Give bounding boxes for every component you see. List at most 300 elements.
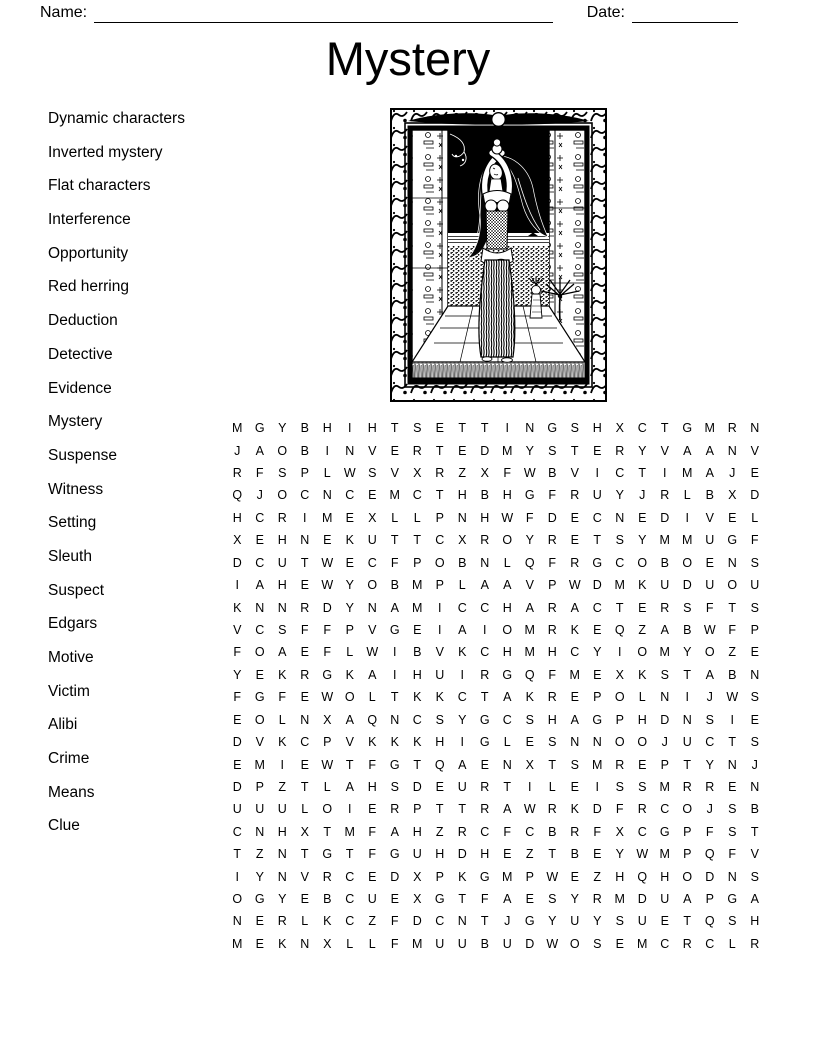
grid-letter: P: [345, 623, 354, 637]
grid-letter: A: [255, 443, 264, 458]
word-list-item: Mystery: [48, 413, 103, 431]
grid-letter: X: [323, 712, 332, 727]
grid-letter: L: [323, 779, 331, 794]
grid-letter: A: [480, 578, 489, 593]
grid-letter: W: [568, 578, 581, 593]
grid-letter: I: [325, 443, 329, 458]
grid-letter: Q: [524, 555, 535, 570]
grid-letter: T: [233, 847, 242, 862]
grid-letter: L: [413, 510, 421, 525]
grid-letter: E: [750, 466, 759, 481]
grid-letter: D: [682, 578, 692, 593]
grid-letter: E: [728, 779, 737, 794]
word-list-item: Motive: [48, 649, 94, 666]
grid-letter: I: [280, 757, 284, 772]
grid-letter: E: [390, 892, 399, 907]
grid-letter: D: [660, 712, 670, 727]
grid-letter: E: [593, 667, 602, 682]
grid-letter: G: [592, 712, 603, 727]
grid-letter: N: [750, 421, 760, 436]
grid-letter: A: [368, 667, 377, 682]
grid-letter: U: [592, 488, 602, 503]
grid-letter: W: [546, 936, 559, 951]
grid-letter: C: [300, 735, 310, 750]
grid-letter: A: [390, 600, 399, 615]
grid-letter: W: [343, 466, 356, 481]
grid-letter: L: [503, 735, 511, 750]
grid-letter: F: [233, 690, 242, 705]
grid-letter: K: [435, 690, 444, 705]
grid-letter: J: [234, 443, 241, 458]
grid-letter: L: [368, 690, 376, 705]
grid-letter: Y: [683, 645, 692, 660]
grid-letter: D: [412, 779, 422, 794]
word-list-item: Setting: [48, 514, 97, 532]
grid-letter: T: [480, 421, 489, 436]
grid-letter: R: [547, 690, 557, 705]
grid-letter: A: [705, 667, 714, 682]
grid-letter: A: [458, 623, 467, 637]
grid-letter: X: [413, 892, 422, 907]
grid-letter: U: [435, 936, 445, 951]
grid-letter: C: [345, 914, 355, 929]
grid-letter: I: [663, 466, 667, 481]
grid-letter: T: [345, 757, 354, 772]
grid-letter: W: [321, 578, 334, 593]
grid-letter: A: [570, 600, 579, 615]
grid-letter: A: [503, 892, 512, 907]
grid-letter: L: [301, 802, 309, 817]
grid-letter: S: [548, 735, 557, 750]
grid-letter: L: [301, 914, 309, 929]
puzzle-illustration: [390, 108, 607, 402]
grid-letter: C: [502, 712, 512, 727]
grid-letter: K: [413, 690, 422, 705]
grid-letter: E: [255, 936, 264, 951]
grid-letter: J: [504, 914, 511, 929]
grid-letter: N: [322, 488, 332, 503]
grid-letter: C: [592, 600, 602, 615]
grid-letter: H: [547, 712, 557, 727]
grid-letter: E: [345, 555, 354, 570]
grid-letter: A: [683, 443, 692, 458]
grid-letter: Z: [368, 914, 377, 929]
grid-letter: N: [480, 555, 490, 570]
grid-letter: F: [593, 824, 602, 839]
grid-letter: C: [435, 914, 445, 929]
grid-letter: H: [457, 488, 467, 503]
grid-letter: R: [615, 443, 625, 458]
grid-letter: K: [278, 936, 287, 951]
grid-letter: Q: [367, 712, 378, 727]
grid-letter: I: [348, 421, 352, 436]
grid-letter: H: [547, 645, 557, 660]
grid-letter: Z: [278, 779, 287, 794]
grid-letter: O: [232, 892, 243, 907]
grid-letter: V: [525, 578, 534, 593]
grid-letter: Y: [458, 712, 467, 727]
grid-letter: A: [390, 824, 399, 839]
grid-letter: P: [548, 578, 557, 593]
grid-letter: N: [592, 735, 602, 750]
grid-letter: B: [660, 555, 669, 570]
grid-letter: I: [460, 735, 464, 750]
grid-letter: E: [458, 443, 467, 458]
grid-letter: L: [391, 510, 399, 525]
page-title: Mystery: [325, 32, 491, 85]
grid-letter: U: [705, 578, 715, 593]
grid-letter: S: [638, 779, 647, 794]
grid-letter: A: [278, 645, 287, 660]
grid-letter: K: [458, 869, 467, 884]
grid-letter: U: [457, 936, 467, 951]
grid-letter: D: [480, 443, 490, 458]
letter-grid: [226, 417, 766, 955]
grid-letter: O: [614, 690, 625, 705]
word-list-item: Suspense: [48, 446, 117, 464]
grid-letter: E: [413, 623, 422, 637]
word-list-item: Means: [48, 783, 95, 801]
grid-letter: U: [660, 892, 670, 907]
grid-letter: N: [255, 600, 265, 615]
grid-letter: U: [682, 735, 692, 750]
grid-letter: S: [593, 936, 602, 951]
grid-letter: C: [435, 533, 445, 548]
grid-letter: G: [547, 421, 558, 436]
grid-letter: S: [660, 667, 669, 682]
grid-letter: R: [457, 824, 467, 839]
grid-letter: Y: [548, 914, 557, 929]
grid-letter: G: [322, 847, 333, 862]
grid-letter: R: [682, 936, 692, 951]
grid-letter: X: [615, 421, 624, 436]
grid-letter: F: [390, 914, 399, 929]
grid-letter: Y: [345, 578, 354, 593]
grid-letter: N: [367, 600, 377, 615]
grid-letter: Y: [705, 757, 714, 772]
grid-letter: D: [232, 555, 242, 570]
grid-letter: M: [344, 824, 355, 839]
grid-letter: L: [683, 488, 691, 503]
grid-letter: K: [638, 667, 647, 682]
grid-letter: T: [413, 533, 422, 548]
grid-letter: E: [570, 779, 579, 794]
grid-letter: E: [638, 757, 647, 772]
grid-letter: N: [300, 533, 310, 548]
grid-letter: K: [323, 914, 332, 929]
grid-letter: C: [615, 466, 625, 481]
grid-letter: H: [750, 914, 760, 929]
grid-letter: L: [751, 510, 759, 525]
grid-letter: O: [322, 802, 333, 817]
grid-letter: B: [480, 936, 489, 951]
grid-letter: R: [592, 892, 602, 907]
grid-letter: A: [683, 892, 692, 907]
grid-letter: P: [683, 824, 692, 839]
word-list-item: Inverted mystery: [48, 143, 163, 161]
grid-letter: E: [638, 510, 647, 525]
grid-letter: E: [368, 802, 377, 817]
grid-letter: T: [750, 824, 759, 839]
grid-letter: W: [523, 466, 536, 481]
grid-letter: C: [345, 488, 355, 503]
grid-letter: T: [728, 735, 737, 750]
grid-letter: Y: [233, 667, 242, 682]
grid-letter: S: [750, 735, 759, 750]
grid-letter: H: [232, 510, 242, 525]
grid-letter: T: [323, 824, 332, 839]
grid-letter: A: [570, 712, 579, 727]
grid-letter: F: [548, 488, 557, 503]
grid-letter: M: [412, 936, 423, 951]
grid-letter: N: [502, 757, 512, 772]
grid-letter: J: [706, 802, 713, 817]
grid-letter: D: [705, 869, 715, 884]
grid-letter: T: [683, 757, 692, 772]
grid-letter: F: [525, 510, 534, 525]
grid-letter: K: [525, 690, 534, 705]
grid-letter: G: [727, 892, 738, 907]
grid-letter: P: [413, 802, 422, 817]
grid-letter: Z: [458, 466, 467, 481]
grid-letter: A: [750, 892, 759, 907]
grid-letter: C: [637, 421, 647, 436]
grid-letter: O: [502, 533, 513, 548]
grid-letter: A: [660, 623, 669, 637]
word-list-item: Opportunity: [48, 244, 129, 262]
grid-letter: W: [501, 510, 514, 525]
grid-letter: O: [367, 578, 378, 593]
grid-letter: I: [348, 802, 352, 817]
grid-letter: A: [503, 690, 512, 705]
grid-letter: P: [255, 779, 264, 794]
grid-letter: V: [705, 510, 714, 525]
grid-letter: J: [751, 757, 758, 772]
word-list-item: Sleuth: [48, 547, 92, 565]
grid-letter: V: [368, 443, 377, 458]
grid-letter: C: [660, 936, 670, 951]
grid-letter: Y: [525, 443, 534, 458]
grid-letter: D: [412, 914, 422, 929]
grid-letter: G: [479, 735, 490, 750]
grid-letter: H: [615, 869, 625, 884]
grid-letter: G: [659, 824, 670, 839]
grid-letter: E: [368, 869, 377, 884]
grid-letter: K: [233, 600, 242, 615]
grid-letter: M: [637, 936, 648, 951]
grid-letter: S: [615, 779, 624, 794]
grid-letter: W: [726, 690, 739, 705]
grid-letter: A: [345, 779, 354, 794]
grid-letter: B: [548, 824, 557, 839]
grid-letter: L: [638, 690, 646, 705]
grid-letter: N: [660, 690, 670, 705]
grid-letter: X: [458, 533, 467, 548]
grid-letter: P: [323, 735, 332, 750]
grid-letter: R: [480, 779, 490, 794]
grid-letter: M: [682, 533, 693, 548]
grid-letter: E: [323, 533, 332, 548]
grid-letter: Q: [637, 869, 648, 884]
grid-letter: J: [729, 466, 736, 481]
grid-letter: R: [232, 466, 242, 481]
grid-letter: F: [615, 802, 624, 817]
grid-letter: C: [345, 869, 355, 884]
date-blank-line: [632, 5, 738, 23]
grid-letter: K: [570, 802, 579, 817]
grid-letter: N: [232, 914, 242, 929]
grid-letter: K: [570, 623, 579, 637]
grid-letter: C: [570, 645, 580, 660]
grid-letter: B: [570, 847, 579, 862]
grid-letter: B: [480, 488, 489, 503]
grid-letter: R: [750, 936, 760, 951]
grid-letter: D: [637, 892, 647, 907]
grid-letter: E: [638, 600, 647, 615]
grid-letter: R: [547, 600, 557, 615]
grid-letter: T: [570, 443, 579, 458]
grid-letter: U: [277, 555, 287, 570]
grid-letter: E: [368, 488, 377, 503]
grid-letter: T: [413, 757, 422, 772]
grid-letter: I: [595, 779, 599, 794]
grid-letter: R: [300, 667, 310, 682]
grid-letter: M: [659, 847, 670, 862]
grid-letter: T: [300, 779, 309, 794]
grid-letter: D: [232, 779, 242, 794]
grid-letter: E: [570, 869, 579, 884]
grid-letter: D: [750, 488, 760, 503]
grid-letter: R: [570, 824, 580, 839]
grid-letter: N: [682, 712, 692, 727]
grid-letter: S: [570, 421, 579, 436]
grid-letter: S: [750, 600, 759, 615]
grid-letter: Y: [278, 421, 287, 436]
grid-letter: Y: [345, 600, 354, 615]
word-list-item: Clue: [48, 817, 80, 835]
grid-letter: T: [728, 600, 737, 615]
word-list-item: Evidence: [48, 379, 112, 397]
grid-letter: S: [683, 600, 692, 615]
grid-letter: X: [413, 869, 422, 884]
grid-letter: A: [345, 712, 354, 727]
grid-letter: U: [367, 533, 377, 548]
grid-letter: G: [479, 869, 490, 884]
grid-letter: S: [750, 690, 759, 705]
grid-letter: T: [435, 802, 444, 817]
name-label: Name:: [40, 4, 88, 21]
grid-letter: F: [278, 690, 287, 705]
grid-letter: F: [368, 847, 377, 862]
grid-letter: C: [525, 824, 535, 839]
grid-letter: C: [367, 555, 377, 570]
grid-letter: G: [524, 488, 535, 503]
grid-letter: Y: [638, 443, 647, 458]
grid-letter: D: [525, 936, 535, 951]
grid-letter: H: [322, 421, 332, 436]
grid-letter: O: [569, 936, 580, 951]
grid-letter: R: [390, 802, 400, 817]
grid-letter: J: [706, 690, 713, 705]
grid-letter: G: [389, 623, 400, 637]
grid-letter: S: [750, 555, 759, 570]
grid-letter: F: [750, 533, 759, 548]
grid-letter: W: [366, 645, 379, 660]
reed-band: [412, 362, 585, 378]
grid-letter: R: [547, 623, 557, 637]
grid-letter: B: [728, 667, 737, 682]
grid-letter: T: [660, 421, 669, 436]
grid-letter: B: [705, 488, 714, 503]
grid-letter: B: [683, 623, 692, 637]
grid-letter: M: [524, 623, 535, 637]
grid-letter: S: [750, 869, 759, 884]
grid-letter: S: [728, 914, 737, 929]
grid-letter: X: [233, 533, 242, 548]
grid-letter: M: [254, 757, 265, 772]
grid-letter: A: [503, 578, 512, 593]
grid-letter: E: [660, 914, 669, 929]
grid-letter: O: [637, 555, 648, 570]
grid-letter: K: [413, 735, 422, 750]
grid-letter: S: [615, 533, 624, 548]
grid-letter: D: [232, 735, 242, 750]
grid-letter: L: [458, 578, 466, 593]
word-list: [48, 106, 185, 847]
grid-letter: X: [300, 824, 309, 839]
grid-letter: G: [502, 667, 513, 682]
grid-letter: F: [300, 623, 309, 637]
grid-letter: H: [502, 645, 512, 660]
grid-letter: B: [750, 802, 759, 817]
grid-letter: O: [682, 802, 693, 817]
grid-letter: O: [637, 735, 648, 750]
grid-letter: N: [255, 824, 265, 839]
grid-letter: K: [638, 578, 647, 593]
grid-letter: N: [300, 712, 310, 727]
grid-letter: Z: [525, 847, 534, 862]
grid-letter: M: [614, 578, 625, 593]
grid-letter: V: [390, 466, 399, 481]
grid-letter: S: [413, 421, 422, 436]
grid-letter: W: [523, 802, 536, 817]
grid-letter: F: [480, 892, 489, 907]
grid-letter: C: [480, 824, 490, 839]
grid-letter: O: [682, 555, 693, 570]
grid-letter: S: [548, 892, 557, 907]
word-list-item: Detective: [48, 345, 113, 363]
grid-letter: Y: [615, 847, 624, 862]
grid-letter: E: [345, 510, 354, 525]
grid-letter: G: [254, 892, 265, 907]
grid-letter: H: [480, 510, 490, 525]
grid-letter: O: [277, 488, 288, 503]
grid-letter: P: [300, 466, 309, 481]
grid-letter: G: [479, 712, 490, 727]
grid-letter: Z: [638, 623, 647, 637]
grid-letter: K: [368, 735, 377, 750]
word-list-item: Suspect: [48, 581, 105, 599]
grid-letter: T: [300, 555, 309, 570]
grid-letter: N: [727, 555, 737, 570]
grid-letter: S: [525, 712, 534, 727]
grid-letter: M: [412, 600, 423, 615]
grid-letter: S: [705, 712, 714, 727]
grid-letter: U: [457, 779, 467, 794]
grid-letter: A: [705, 466, 714, 481]
grid-letter: N: [457, 510, 467, 525]
grid-letter: R: [277, 510, 287, 525]
